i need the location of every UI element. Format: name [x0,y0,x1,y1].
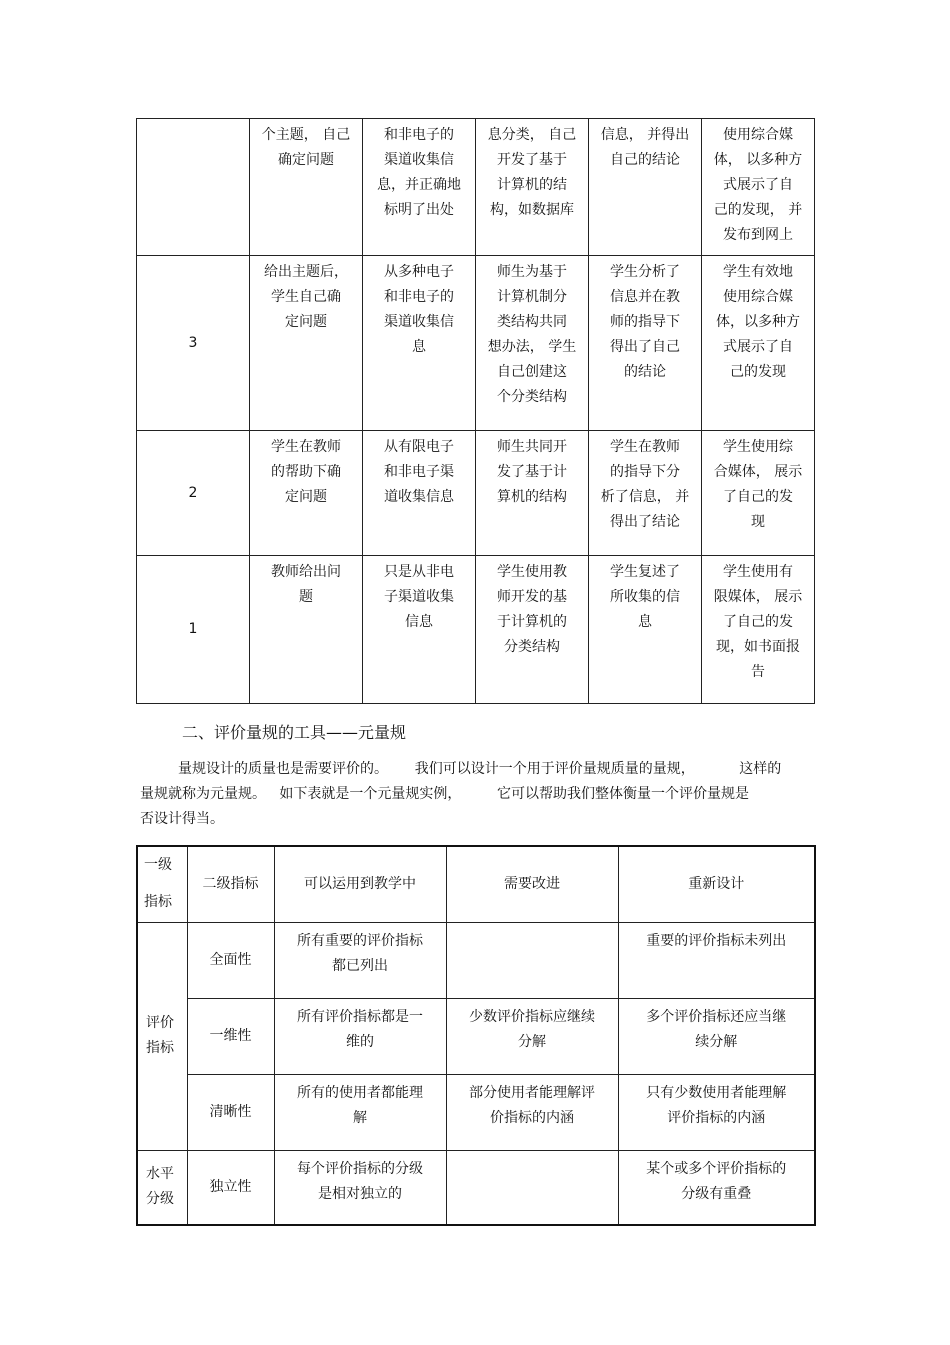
ok-cell: 所有的使用者都能理 解 [274,1074,446,1150]
ok-cell: 所有重要的评价指标 都已列出 [274,922,446,998]
group-label: 水平 分级 [137,1150,187,1225]
rubric-cell: 教师给出问 题 [250,556,363,704]
rubric-row-1 [137,556,815,704]
meta-row [137,1150,815,1225]
rubric-cell: 从多种电子 和非电子的 渠道收集信 息 [363,256,476,431]
rubric-cell: 个主题， 自己 确定问题 [250,119,363,256]
improve-cell [446,922,618,998]
paragraph-line: 量规就称为元量规。 如下表就是一个元量规实例， 它可以帮助我们整体衡量一个评价量规是 [140,786,749,802]
section-heading: 二、评价量规的工具——元量规 [182,723,407,742]
redesign-cell: 只有少数使用者能理解 评价指标的内涵 [618,1074,815,1150]
rubric-cell: 学生在教师 的指导下分 析了信息， 并 得出了结论 [589,431,702,556]
rubric-row-4 [137,119,815,256]
indicator-name: 独立性 [187,1150,274,1225]
rubric-cell: 信息， 并得出 自己的结论 [589,119,702,256]
rubric-cell: 学生使用有 限媒体， 展示 了自己的发 现，如书面报 告 [702,556,815,704]
rubric-cell: 给出主题后， 学生自己确 定问题 [250,256,363,431]
ok-cell: 所有评价指标都是一 维的 [274,998,446,1074]
meta-row [137,998,815,1074]
meta-row [137,1074,815,1150]
indicator-name: 一维性 [187,998,274,1074]
group-label: 评价 指标 [137,922,187,1150]
level-cell [137,119,250,256]
improve-cell: 少数评价指标应继续 分解 [446,998,618,1074]
meta-rubric-table [136,845,816,1226]
indicator-name: 清晰性 [187,1074,274,1150]
indicator-name: 全面性 [187,922,274,998]
paragraph-line: 量规设计的质量也是需要评价的。 我们可以设计一个用于评价量规质量的量规， 这样的 [178,761,782,777]
rubric-cell: 学生使用教 师开发的基 于计算机的 分类结构 [476,556,589,704]
improve-cell [446,1150,618,1225]
rubric-cell: 学生分析了 信息并在教 师的指导下 得出了自己 的结论 [589,256,702,431]
redesign-cell: 重要的评价指标未列出 [618,922,815,998]
redesign-cell: 某个或多个评价指标的 分级有重叠 [618,1150,815,1225]
header-cell: 一级 指标 [137,846,187,922]
rubric-cell: 使用综合媒 体， 以多种方 式展示了自 己的发现， 并 发布到网上 [702,119,815,256]
ok-cell: 每个评价指标的分级 是相对独立的 [274,1150,446,1225]
level-cell: 2 [137,431,250,556]
header-row [137,846,815,922]
rubric-cell: 和非电子的 渠道收集信 息，并正确地 标明了出处 [363,119,476,256]
header-cell: 需要改进 [446,846,618,922]
level-cell: 3 [137,256,250,431]
rubric-cell: 学生使用综 合媒体， 展示 了自己的发 现 [702,431,815,556]
rubric-cell: 只是从非电 子渠道收集 信息 [363,556,476,704]
header-cell: 二级指标 [187,846,274,922]
improve-cell: 部分使用者能理解评 价指标的内涵 [446,1074,618,1150]
header-cell: 重新设计 [618,846,815,922]
rubric-cell: 学生复述了 所收集的信 息 [589,556,702,704]
rubric-row-3 [137,256,815,431]
intro-paragraph [140,757,810,832]
rubric-cell: 师生共同开 发了基于计 算机的结构 [476,431,589,556]
paragraph-line: 否设计得当。 [140,811,224,827]
redesign-cell: 多个评价指标还应当继 续分解 [618,998,815,1074]
level-cell: 1 [137,556,250,704]
rubric-cell: 息分类， 自己 开发了基于 计算机的结 构，如数据库 [476,119,589,256]
rubric-cell: 从有限电子 和非电子渠 道收集信息 [363,431,476,556]
meta-row [137,922,815,998]
rubric-cell: 师生为基于 计算机制分 类结构共同 想办法， 学生 自己创建这 个分类结构 [476,256,589,431]
rubric-cell: 学生有效地 使用综合媒 体，以多种方 式展示了自 己的发现 [702,256,815,431]
rubric-cell: 学生在教师 的帮助下确 定问题 [250,431,363,556]
rubric-row-2 [137,431,815,556]
rubric-table [136,118,815,704]
header-cell: 可以运用到教学中 [274,846,446,922]
